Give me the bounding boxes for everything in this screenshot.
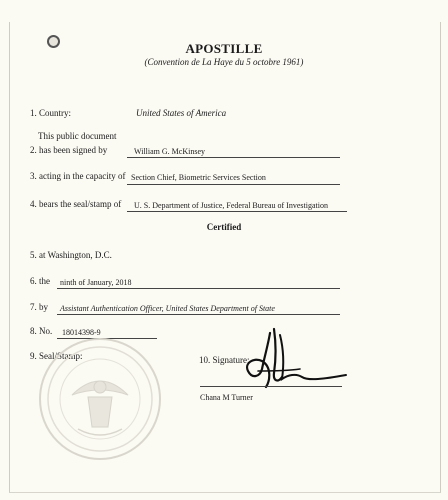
by-underline xyxy=(57,314,340,315)
country-label: 1. Country: xyxy=(30,108,72,118)
signer-name: Chana M Turner xyxy=(200,393,253,402)
signature-label: 10. Signature: xyxy=(199,355,250,365)
signed-by-label: 2. has been signed by xyxy=(30,145,108,155)
document-title: APOSTILLE xyxy=(185,41,263,56)
signed-by-value: William G. McKinsey xyxy=(134,147,205,156)
date-value: ninth of January, 2018 xyxy=(60,278,132,287)
signature-underline xyxy=(200,386,342,387)
signed-by-underline xyxy=(127,157,340,158)
location-label: 5. at Washington, D.C. xyxy=(30,250,112,260)
seal-of-label: 4. bears the seal/stamp of xyxy=(30,199,122,209)
embossed-seal-icon xyxy=(38,337,162,461)
handwritten-signature-icon xyxy=(240,325,350,393)
seal-of-underline xyxy=(127,211,347,212)
date-underline xyxy=(57,288,340,289)
seal-stamp-label: 9. Seal/Stamp: xyxy=(30,351,83,361)
public-document-label: This public document xyxy=(38,131,117,141)
document-subtitle: (Convention de La Haye du 5 octobre 1961) xyxy=(144,57,304,67)
certified-heading: Certified xyxy=(206,222,242,232)
seal-of-value: U. S. Department of Justice, Federal Bureau of Investigation xyxy=(134,201,328,210)
date-label: 6. the xyxy=(30,276,50,286)
country-value: United States of America xyxy=(136,108,227,118)
number-value: 18014398-9 xyxy=(62,328,101,337)
number-label: 8. No. xyxy=(30,326,53,336)
by-label: 7. by xyxy=(30,302,48,312)
capacity-value: Section Chief, Biometric Services Section xyxy=(131,173,266,182)
capacity-underline xyxy=(127,184,340,185)
capacity-label: 3. acting in the capacity of xyxy=(30,171,126,181)
by-value: Assistant Authentication Officer, United States Department of State xyxy=(60,304,275,313)
